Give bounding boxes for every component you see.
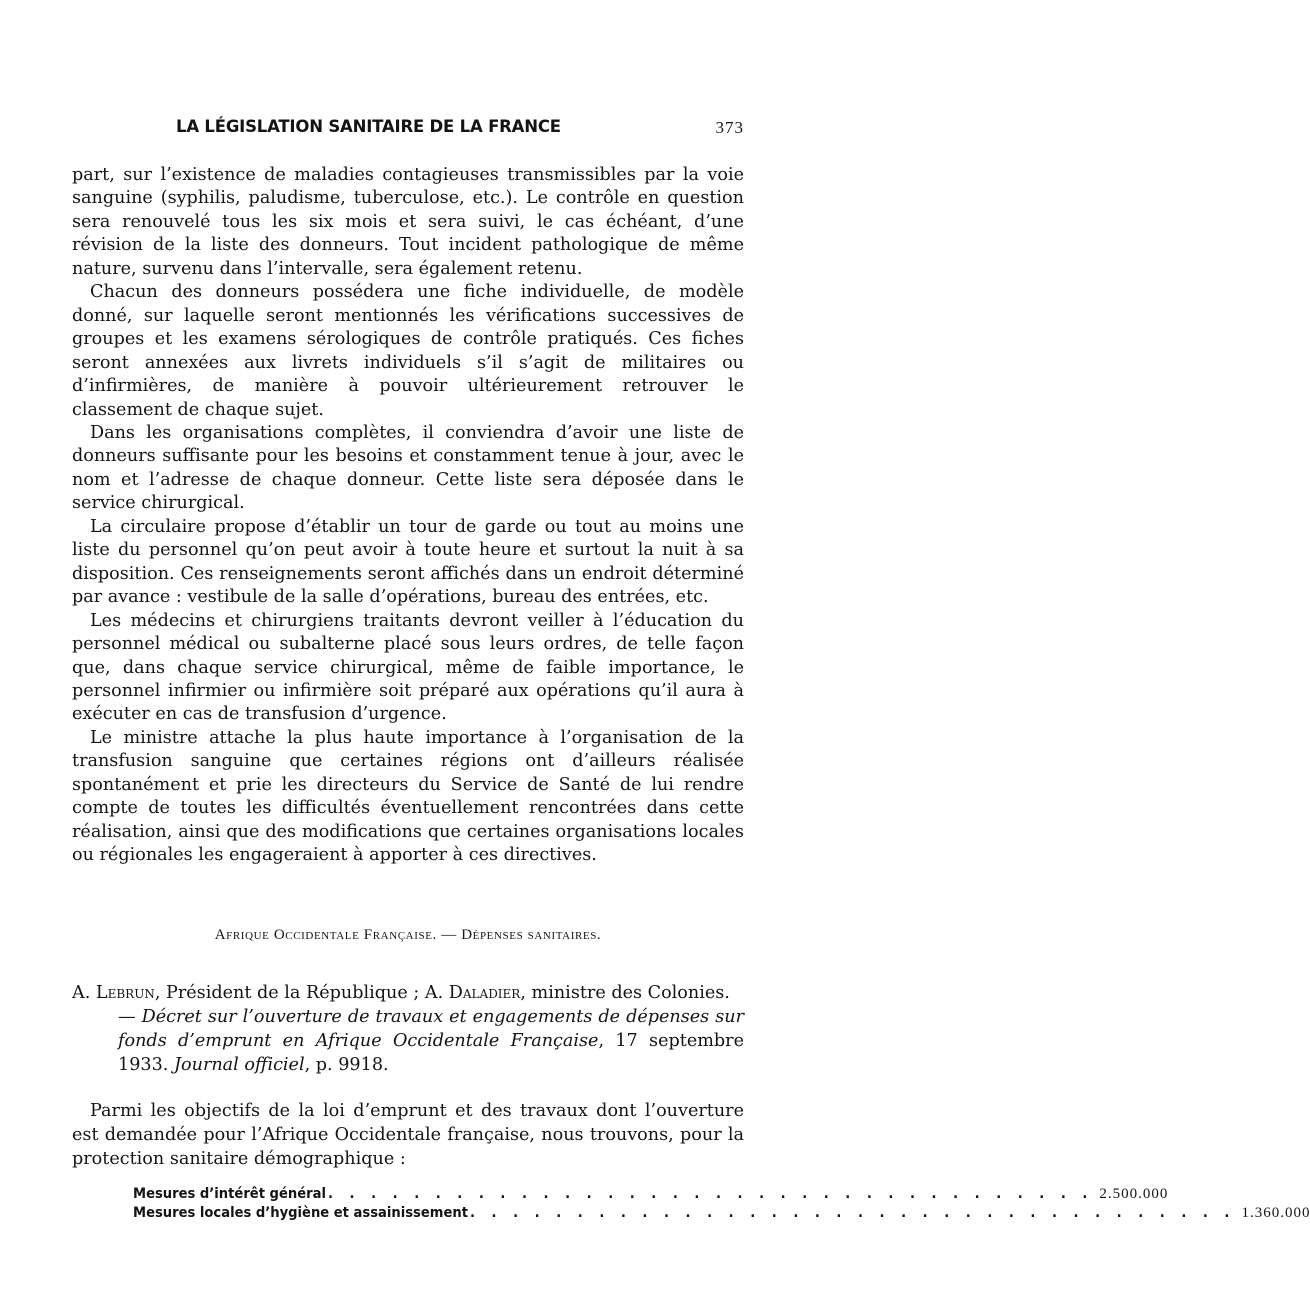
budget-row	[133, 1185, 1169, 1204]
budget-amount: 2.500.000	[1099, 1186, 1169, 1202]
running-title: LA LÉGISLATION SANITAIRE DE LA FRANCE	[176, 117, 561, 136]
budget-table	[133, 1185, 1310, 1223]
section-title-part2: Dépenses sanitaires.	[461, 927, 602, 943]
budget-label: Mesures locales d’hygiène et assainissement	[133, 1204, 468, 1221]
paragraph: Dans les organisations complètes, il conviendra d’avoir une liste de donneurs suffisante pour les besoins et constamment tenue à jour, avec le nom et l’adresse de chaque donneur. Cette liste sera déposée dans le service chirurgical.	[72, 422, 744, 514]
budget-amount: 1.360.000	[1241, 1205, 1310, 1221]
author1-role: , Président de la République ;	[154, 983, 420, 1003]
journal-page-ref: , p. 9918.	[304, 1055, 389, 1075]
section-title	[72, 927, 744, 944]
paragraph: Les médecins et chirurgiens traitants devront veiller à l’éducation du personnel médical ou subalterne placé sous leurs ordres, de telle façon que, dans chaque service chirurgical, même de faible importance, le personnel infirmier ou infirmière soit préparé aux opérations qu’il aura à exécuter en cas de transfusion d’urgence.	[72, 610, 744, 725]
journal-name: Journal officiel	[173, 1055, 305, 1075]
dot-leader: . . . . . . . . . . . . . . . . . . . . . . . . . . . . . . . . . . . .	[469, 1204, 1236, 1221]
paragraph: Le ministre attache la plus haute importance à l’organisation de la transfusion sanguine que certaines régions ont d’ailleurs réalisée spontanément et prie les directeurs du Service de Santé de lui rendre compte de toutes les difficultés éventuellement rencontrées dans cette réalisation, ainsi que des modifications que certaines organisations locales ou régionales les engageraient à apporter à ces directives.	[72, 727, 744, 866]
author2-role: , ministre des Colonies.	[520, 983, 730, 1003]
decree-dash: —	[118, 1007, 136, 1027]
author1-initial: A.	[72, 983, 91, 1003]
author1-name: Lebrun	[95, 983, 155, 1003]
page-number: 373	[715, 118, 744, 137]
decree-title-italic: Décret sur l’ouverture de travaux et engagements de dépenses sur fonds d’emprunt en Afrique Occidentale Française	[118, 1007, 744, 1051]
decree-reference	[72, 981, 744, 1077]
decree-title	[72, 1005, 744, 1077]
decree-date: , 17 septembre 1933.	[118, 1031, 744, 1075]
budget-row	[133, 1204, 1310, 1223]
section-title-dash: —	[441, 927, 457, 943]
paragraph: Parmi les objectifs de la loi d’emprunt et des travaux dont l’ouverture est demandée pour l’Afrique Occidentale française, nous trouvons, pour la protection sanitaire démographique :	[72, 1101, 744, 1169]
budget-label: Mesures d’intérêt général	[133, 1185, 326, 1202]
author2-initial: A.	[424, 983, 444, 1003]
section-title-part1: Afrique Occidentale Française.	[214, 927, 437, 943]
page-header	[72, 117, 744, 145]
paragraph: La circulaire propose d’établir un tour de garde ou tout au moins une liste du personnel qu’on peut avoir à toute heure et surtout la nuit à sa disposition. Ces renseignements seront affichés dans un endroit déterminé par avance : vestibule de la salle d’opérations, bureau des entrées, etc.	[72, 516, 744, 608]
paragraph: Chacun des donneurs possédera une fiche individuelle, de modèle donné, sur laquelle seront mentionnés les vérifications successives de groupes et les examens sérologiques de contrôle pratiqués. Ces fiches seront annexées aux livrets individuels s’il s’agit de militaires ou d’infirmières, de manière à pouvoir ultérieurement retrouver le classement de chaque sujet.	[72, 282, 744, 420]
decree-authors	[72, 981, 744, 1005]
paragraph: part, sur l’existence de maladies contagieuses transmissibles par la voie sanguine (syphilis, paludisme, tuberculose, etc.). Le contrôle en question sera renouvelé tous les six mois et sera suivi, le cas échéant, d’une révision de la liste des donneurs. Tout incident pathologique de même nature, survenu dans l’intervalle, sera également retenu.	[72, 165, 744, 279]
author2-name: Daladier	[448, 983, 521, 1003]
dot-leader: . . . . . . . . . . . . . . . . . . . . . . . . . . . . . . . . . . . .	[327, 1185, 1094, 1202]
body-text	[72, 164, 744, 868]
